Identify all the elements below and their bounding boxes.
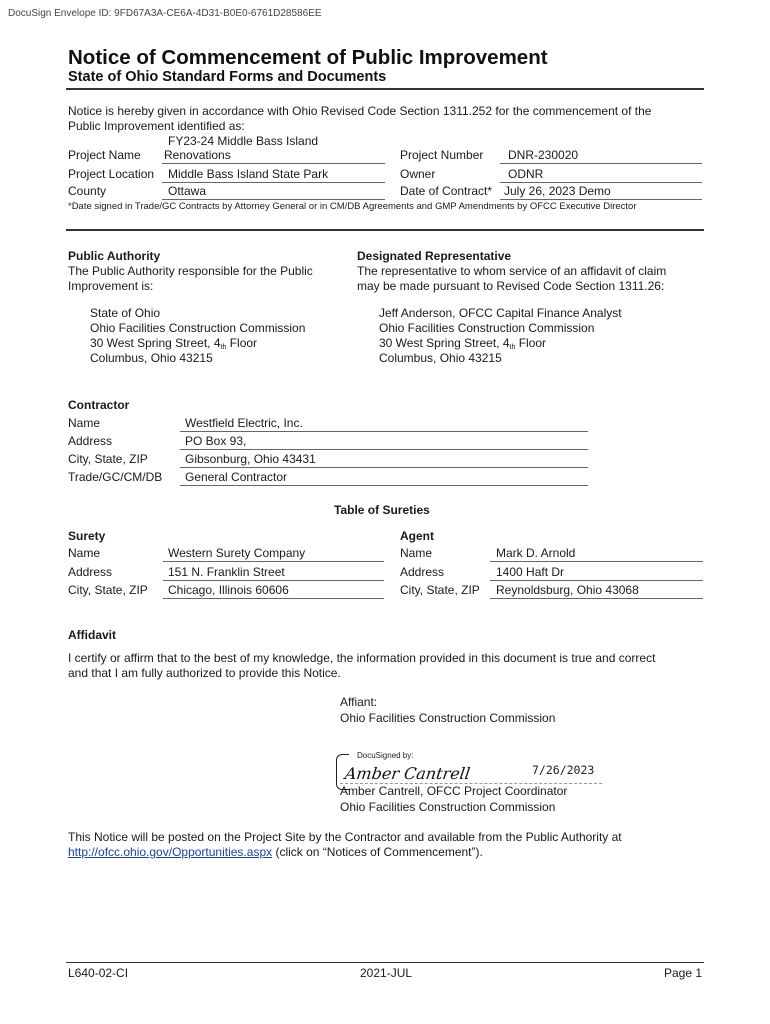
project-name-label: Project Name (68, 148, 141, 162)
footer-divider (66, 962, 704, 963)
surety-address-underline (163, 580, 384, 581)
project-location-label: Project Location (68, 167, 155, 181)
designated-rep-line-1: Jeff Anderson, OFCC Capital Finance Analyst (379, 306, 622, 320)
notice-text-2: http://ofcc.ohio.gov/Opportunities.aspx (click on “Notices of Commencement”). (68, 845, 483, 859)
agent-city-value: Reynoldsburg, Ohio 43068 (496, 583, 639, 597)
designated-rep-line-2: Ohio Facilities Construction Commission (379, 321, 595, 335)
signature-image: Amber Cantrell (343, 764, 472, 783)
project-name-underline (162, 163, 385, 164)
surety-address-value: 151 N. Franklin Street (168, 565, 285, 579)
contract-date-label: Date of Contract* (400, 184, 493, 198)
affiant-label: Affiant: (340, 695, 378, 709)
owner-label: Owner (400, 167, 436, 181)
title-divider (66, 88, 704, 90)
public-authority-desc-1: The Public Authority responsible for the Public (68, 264, 313, 278)
project-name-value-line1: FY23-24 Middle Bass Island (168, 134, 319, 148)
owner-value: ODNR (508, 167, 544, 181)
contractor-type-underline (180, 485, 588, 486)
opportunities-link[interactable]: http://ofcc.ohio.gov/Opportunities.aspx (68, 845, 273, 859)
sign-date: 7/26/2023 (532, 763, 595, 777)
surety-city-label: City, State, ZIP (68, 583, 148, 597)
public-authority-street: 30 West Spring Street, $4_{th}$ Floor (90, 336, 258, 351)
contractor-type-value: General Contractor (185, 470, 288, 484)
signer-name: Amber Cantrell, OFCC Project Coordinator (340, 784, 568, 798)
county-underline (162, 199, 385, 200)
surety-name-underline (163, 561, 384, 562)
agent-address-value: 1400 Haft Dr (496, 565, 565, 579)
affidavit-text-1: I certify or affirm that to the best of my knowledge, the information provided in this document is true and correct (68, 651, 656, 665)
intro-line-1: Notice is hereby given in accordance with Ohio Revised Code Section 1311.252 for the commencement of the (68, 104, 652, 118)
footer-revision: 2021-JUL (360, 966, 413, 980)
affidavit-heading: Affidavit (68, 628, 116, 642)
project-number-value: DNR-230020 (508, 148, 579, 162)
contractor-city-value: Gibsonburg, Ohio 43431 (185, 452, 316, 466)
footer-form-id: L640-02-CI (68, 966, 129, 980)
agent-heading: Agent (400, 529, 434, 543)
public-authority-desc-2: Improvement is: (68, 279, 154, 293)
contractor-name-label: Name (68, 416, 101, 430)
sureties-heading: Table of Sureties (334, 503, 430, 517)
contractor-name-value: Westfield Electric, Inc. (185, 416, 303, 430)
public-authority-line-1: State of Ohio (90, 306, 161, 320)
agent-name-underline (490, 561, 703, 562)
section-divider (66, 229, 704, 231)
agent-address-underline (490, 580, 703, 581)
project-number-underline (500, 163, 702, 164)
surety-address-label: Address (68, 565, 113, 579)
surety-name-label: Name (68, 546, 101, 560)
surety-city-underline (163, 598, 384, 599)
public-authority-city: Columbus, Ohio 43215 (90, 351, 213, 365)
page-title: Notice of Commencement of Public Improvement (68, 46, 548, 69)
contractor-address-label: Address (68, 434, 113, 448)
agent-city-label: City, State, ZIP (400, 583, 480, 597)
intro-line-2: Public Improvement identified as: (68, 119, 245, 133)
county-label: County (68, 184, 107, 198)
contractor-address-value: PO Box 93, (185, 434, 247, 448)
designated-rep-city: Columbus, Ohio 43215 (379, 351, 502, 365)
docusigned-by-label: DocuSigned by: (357, 751, 414, 760)
project-location-value: Middle Bass Island State Park (168, 167, 329, 181)
owner-underline (500, 182, 702, 183)
page-subtitle: State of Ohio Standard Forms and Documents (68, 69, 387, 85)
project-number-label: Project Number (400, 148, 484, 162)
agent-name-label: Name (400, 546, 433, 560)
contractor-city-label: City, State, ZIP (68, 452, 148, 466)
public-authority-heading: Public Authority (68, 249, 161, 263)
agent-city-underline (490, 598, 703, 599)
county-value: Ottawa (168, 184, 207, 198)
surety-city-value: Chicago, Illinois 60606 (168, 583, 289, 597)
surety-name-value: Western Surety Company (168, 546, 306, 560)
designated-rep-street: 30 West Spring Street, $4_{th}$ Floor (379, 336, 547, 351)
project-name-value-line2: Renovations (164, 148, 231, 162)
contract-date-underline (500, 199, 702, 200)
affidavit-text-2: and that I am fully authorized to provide this Notice. (68, 666, 341, 680)
agent-name-value: Mark D. Arnold (496, 546, 576, 560)
contractor-type-label: Trade/GC/CM/DB (68, 470, 163, 484)
public-authority-line-2: Ohio Facilities Construction Commission (90, 321, 306, 335)
contractor-heading: Contractor (68, 398, 130, 412)
contractor-city-underline (180, 467, 588, 468)
contractor-address-underline (180, 449, 588, 450)
contractor-name-underline (180, 431, 588, 432)
footer-page: Page 1 (664, 966, 703, 980)
surety-heading: Surety (68, 529, 106, 543)
project-location-underline (162, 182, 385, 183)
notice-text-1: This Notice will be posted on the Project Site by the Contractor and available from the Public Authority at (68, 830, 622, 844)
designated-rep-desc-2: may be made pursuant to Revised Code Section 1311.26: (357, 279, 665, 293)
envelope-id: DocuSign Envelope ID: 9FD67A3A-CE6A-4D31-B0E0-6761D28586EE (8, 8, 322, 19)
contract-date-value: July 26, 2023 Demo (504, 184, 611, 198)
contract-date-footnote: *Date signed in Trade/GC Contracts by Attorney General or in CM/DB Agreements and GMP Amendments by OFCC Executive Director (68, 201, 637, 212)
affiant-org: Ohio Facilities Construction Commission (340, 711, 556, 725)
designated-rep-desc-1: The representative to whom service of an affidavit of claim (357, 264, 667, 278)
designated-rep-heading: Designated Representative (357, 249, 512, 263)
signer-org: Ohio Facilities Construction Commission (340, 800, 556, 814)
agent-address-label: Address (400, 565, 445, 579)
